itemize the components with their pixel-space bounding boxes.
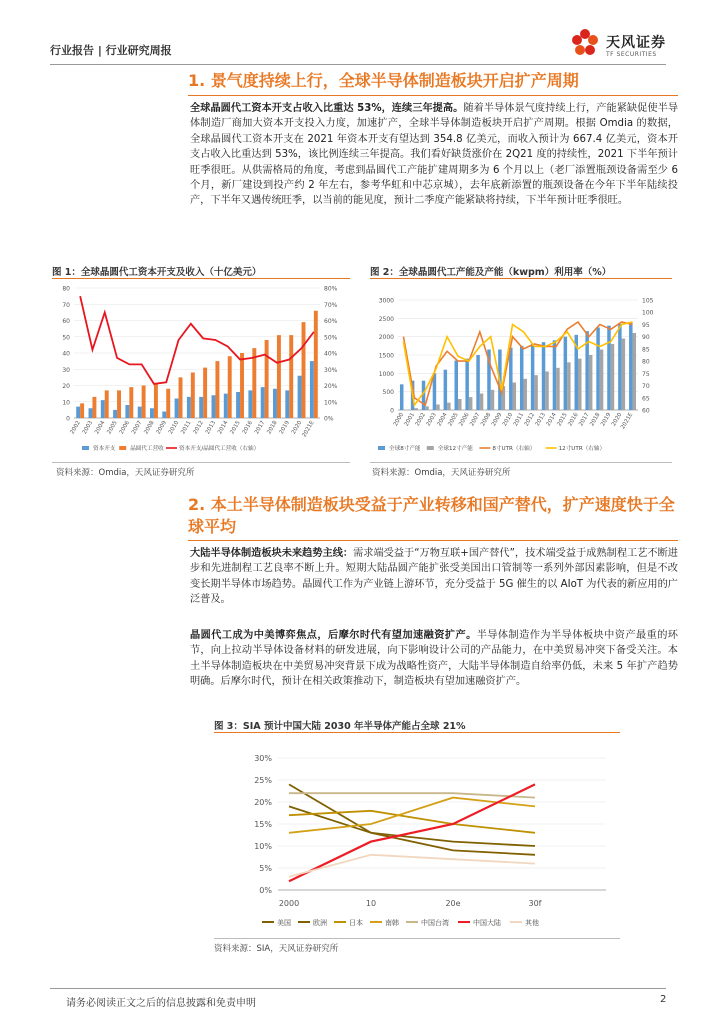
y-left-tick: 2500 xyxy=(378,315,394,323)
bar-全球12寸产能 xyxy=(469,397,472,410)
legend-label: 全球8寸产能 xyxy=(389,446,421,452)
y-left-tick: 1000 xyxy=(378,370,394,378)
fig2-chart xyxy=(370,280,672,460)
legend-label: 晶圆代工营收 xyxy=(130,446,164,452)
legend-label: 中国大陆 xyxy=(473,919,501,927)
bar-全球12寸产能 xyxy=(578,359,581,410)
bar-晶圆代工营收 xyxy=(240,353,244,418)
x-tick-label: 2006 xyxy=(458,412,471,428)
x-tick-label: 2009 xyxy=(155,420,168,436)
x-tick-label: 10 xyxy=(365,899,377,908)
bar-资本开支 xyxy=(310,361,314,418)
bar-晶圆代工营收 xyxy=(215,361,219,418)
section2-p1-lead: 大陆半导体制造板块未来趋势主线： xyxy=(190,548,354,559)
bar-全球8寸产能 xyxy=(520,346,523,410)
fig3-source: 资料来源：SIA，天风证券研究所 xyxy=(214,944,339,954)
bar-全球12寸产能 xyxy=(622,339,625,411)
x-tick-label: 2006 xyxy=(118,420,132,436)
bar-全球12寸产能 xyxy=(545,372,548,411)
x-tick-label: 2019 xyxy=(600,412,613,428)
fig2-title-rule xyxy=(370,278,672,279)
bar-全球12寸产能 xyxy=(458,399,461,410)
x-tick-label: 2003 xyxy=(81,420,95,436)
y-tick-label: 30% xyxy=(254,754,272,763)
bar-全球8寸产能 xyxy=(509,348,512,410)
section2-p2-body: 半导体制造作为半导体板块中资产最重的环节，向上拉动半导体设备材料的研发进展，向下影响设计公司的产品能力，在中美贸易冲突下备受关注。本土半导体制造板块在中美贸易冲突背景下成为战略性资产，大陆半导体制造自给率仍低，未来 5 年扩产趋势明确。后摩尔时代，预计在相关政策推动下，制造板块有望加速融资扩产。 xyxy=(190,630,678,688)
bar-资本开支 xyxy=(224,394,228,418)
bar-全球8寸产能 xyxy=(542,342,545,410)
header-divider xyxy=(50,64,666,65)
legend-label: 其他 xyxy=(525,919,539,927)
y-tick-label: 20% xyxy=(254,798,272,807)
bar-晶圆代工营收 xyxy=(203,368,207,418)
fig1-source: 资料来源：Omdia，天风证券研究所 xyxy=(56,468,195,478)
legend-label: 日本 xyxy=(349,919,363,927)
x-tick-label: 2008 xyxy=(143,420,156,436)
y-right-tick: 20% xyxy=(324,383,338,390)
footer-disclaimer: 请务必阅读正文之后的信息披露和免责申明 xyxy=(66,998,256,1009)
bar-资本开支 xyxy=(113,410,117,418)
bar-全球12寸产能 xyxy=(633,333,636,410)
x-tick-label: 2019 xyxy=(278,420,291,436)
bar-晶圆代工营收 xyxy=(166,389,170,418)
x-tick-label: 2002 xyxy=(414,412,428,428)
y-left-tick: 2000 xyxy=(378,334,394,342)
section2-title: 2. 本土半导体制造板块受益于产业转移和国产替代，扩产速度快于全球平均 xyxy=(188,495,675,536)
y-left-tick: 60 xyxy=(62,318,70,325)
y-right-tick: 90 xyxy=(642,334,650,342)
bar-资本开支 xyxy=(175,399,179,419)
y-right-tick: 80% xyxy=(324,285,338,293)
bar-全球12寸产能 xyxy=(414,408,417,410)
fig1-bottom-rule xyxy=(52,462,350,463)
line-中国台湾 xyxy=(289,793,535,797)
legend-label: 全球12寸产能 xyxy=(437,446,473,452)
fig2-title: 图 2：全球晶圆代工产能及产能（kwpm）利用率（%） xyxy=(370,267,612,278)
bar-资本开支 xyxy=(76,407,80,418)
legend-label: 中国台湾 xyxy=(421,919,449,927)
bar-全球12寸产能 xyxy=(600,350,603,411)
y-left-tick: 40 xyxy=(62,350,70,358)
bar-资本开支 xyxy=(150,408,154,418)
logo-text-en: TF SECURITIES xyxy=(606,51,657,58)
section1-title-rule xyxy=(188,95,678,96)
bar-全球8寸产能 xyxy=(444,370,447,410)
x-tick-label: 2003 xyxy=(425,412,438,428)
x-tick-label: 20e xyxy=(445,899,461,908)
bar-资本开支 xyxy=(212,395,216,418)
x-tick-label: 2014 xyxy=(545,412,558,428)
bar-全球8寸产能 xyxy=(553,340,556,410)
y-right-tick: 50% xyxy=(324,334,338,342)
bar-全球8寸产能 xyxy=(618,324,621,410)
x-tick-label: 2012 xyxy=(523,412,537,428)
x-tick-label: 2015 xyxy=(229,420,242,436)
fig3-bottom-rule xyxy=(214,938,620,939)
bar-晶圆代工营收 xyxy=(302,322,306,418)
bar-全球12寸产能 xyxy=(480,394,483,411)
bar-全球12寸产能 xyxy=(513,383,516,411)
bar-资本开支 xyxy=(187,397,191,418)
bar-全球8寸产能 xyxy=(476,355,479,410)
y-tick-label: 10% xyxy=(254,842,272,851)
bar-资本开支 xyxy=(273,389,277,418)
y-right-tick: 85 xyxy=(642,346,650,354)
bar-晶圆代工营收 xyxy=(179,377,183,418)
bar-资本开支 xyxy=(101,400,105,418)
x-tick-label: 2021E xyxy=(620,412,635,431)
bar-资本开支 xyxy=(248,390,252,418)
x-tick-label: 2011 xyxy=(180,420,193,436)
section1-body: 随着半导体景气度持续上行，产能紧缺促使半导体制造厂商加大资本开支投入力度，加速扩产，全球半导体制造板块开启扩产周期。根据 Omdia 的数据，全球晶圆代工资本开支在 2021 年资本开支有望达到 354.8 亿美元，而收入预计为 667.4 亿美元，资本开支占收入比重达到 53%，该比例连续三年提高。我们看好缺货涨价在 2Q21 度的持续性，2021 下半年预计旺季很旺。从供需格局的角度，考虑到晶圆代工产能扩建周期多为 6 个月以上（老厂添置瓶颈设备需至少 6 个月，新厂建设到投产约 2 年左右，参考华虹和中芯京城），去年底新添置的瓶颈设备在今年下半年陆续投产，下半年又遇传统旺季，以当前的能见度，预计二季度产能紧缺将持续，下半年预计旺季很旺。 xyxy=(190,103,679,207)
x-tick-label: 2011 xyxy=(512,412,526,428)
legend-label: 8寸UTR（右轴） xyxy=(492,446,536,452)
bar-晶圆代工营收 xyxy=(92,397,96,418)
x-tick-label: 2009 xyxy=(491,412,504,428)
brand-logo xyxy=(568,26,678,66)
bar-全球8寸产能 xyxy=(596,328,599,411)
y-right-tick: 80 xyxy=(642,358,650,366)
x-tick-label: 2018 xyxy=(589,412,602,428)
bar-晶圆代工营收 xyxy=(154,384,158,418)
bar-晶圆代工营收 xyxy=(277,335,281,418)
x-tick-label: 2017 xyxy=(578,412,591,428)
bar-资本开支 xyxy=(125,405,129,418)
x-tick-label: 2013 xyxy=(534,412,548,428)
x-tick-label: 2017 xyxy=(254,420,267,436)
y-left-tick: 1500 xyxy=(378,352,394,360)
y-left-tick: 80 xyxy=(62,285,70,293)
bar-资本开支 xyxy=(261,387,265,418)
y-right-tick: 60 xyxy=(642,407,650,415)
page-number: 2 xyxy=(660,994,667,1005)
x-tick-label: 2001 xyxy=(403,412,417,428)
y-tick-label: 5% xyxy=(259,864,272,873)
x-tick-label: 2008 xyxy=(480,412,493,428)
legend-label: 资本开支/晶圆代工营收（右轴） xyxy=(179,446,260,452)
y-right-tick: 100 xyxy=(642,309,654,317)
bar-全球8寸产能 xyxy=(531,344,534,410)
x-tick-label: 2004 xyxy=(94,420,107,436)
fig2-bottom-rule xyxy=(370,462,672,463)
bar-资本开支 xyxy=(162,412,166,419)
y-tick-label: 0% xyxy=(259,886,272,895)
section2-p1-body: 需求端受益于“万物互联+国产替代”，技术端受益于成熟制程工艺不断进步和先进制程工艺良率不断上升。短期大陆晶圆产能扩张受美国出口管制等一系列外部因素影响，但是不改变长期半导体市场趋势。晶圆代工作为产业链上游环节，充分受益于 5G 催生的以 AIoT 为代表的新应用的广泛普及。 xyxy=(190,548,678,606)
x-tick-label: 2007 xyxy=(469,412,482,428)
bar-晶圆代工营收 xyxy=(289,335,293,418)
fig1-title: 图 1：全球晶圆代工资本开支及收入（十亿美元） xyxy=(52,267,262,278)
x-tick-label: 2007 xyxy=(131,420,144,436)
bar-全球12寸产能 xyxy=(447,403,450,410)
bar-资本开支 xyxy=(138,407,142,418)
x-tick-label: 2004 xyxy=(436,412,449,428)
bar-晶圆代工营收 xyxy=(142,386,146,419)
x-tick-label: 2013 xyxy=(204,420,218,436)
y-right-tick: 0% xyxy=(324,415,334,423)
y-right-tick: 75 xyxy=(642,370,650,378)
fig1-title-rule xyxy=(52,278,350,279)
y-left-tick: 0 xyxy=(390,407,394,415)
section2-paragraph-1 xyxy=(190,546,678,608)
y-tick-label: 25% xyxy=(254,776,272,785)
bar-晶圆代工营收 xyxy=(191,373,195,419)
section1-lead: 全球晶圆代工资本开支占收入比重达 53%，连续三年提高。 xyxy=(190,103,464,114)
legend-swatch xyxy=(119,446,126,450)
y-left-tick: 0 xyxy=(66,415,70,423)
y-left-tick: 3000 xyxy=(378,297,394,305)
y-left-tick: 20 xyxy=(62,383,70,390)
legend-swatch xyxy=(82,446,89,450)
x-tick-label: 2020 xyxy=(290,420,304,436)
legend-label: 资本开支 xyxy=(93,446,116,452)
x-tick-label: 2000 xyxy=(278,899,300,908)
bar-全球8寸产能 xyxy=(455,361,458,411)
legend-swatch xyxy=(378,446,385,450)
y-left-tick: 500 xyxy=(382,389,394,397)
bar-全球12寸产能 xyxy=(556,368,559,410)
legend-label: 南韩 xyxy=(385,919,399,927)
x-tick-label: 2015 xyxy=(556,412,569,428)
line-其他 xyxy=(289,855,535,877)
logo-flower-icon xyxy=(568,26,602,60)
x-tick-label: 2010 xyxy=(167,420,181,436)
bar-晶圆代工营收 xyxy=(117,390,121,418)
report-category: 行业报告 | 行业研究周报 xyxy=(50,44,172,57)
footer-divider xyxy=(50,988,666,989)
legend-label: 美国 xyxy=(277,919,291,927)
bar-全球8寸产能 xyxy=(629,322,632,410)
bar-晶圆代工营收 xyxy=(265,340,269,418)
y-right-tick: 30% xyxy=(324,366,338,374)
section1-paragraph xyxy=(190,101,678,209)
fig3-chart xyxy=(214,734,620,934)
x-tick-label: 30f xyxy=(528,899,542,908)
y-right-tick: 95 xyxy=(642,321,650,329)
section1-title: 1. 景气度持续上行，全球半导体制造板块开启扩产周期 xyxy=(188,71,579,90)
bar-全球12寸产能 xyxy=(425,406,428,410)
legend-swatch xyxy=(427,446,434,450)
fig2-source: 资料来源：Omdia，天风证券研究所 xyxy=(372,468,511,478)
bar-全球12寸产能 xyxy=(491,390,494,410)
x-tick-label: 2021E xyxy=(301,420,316,439)
section2-p2-lead: 晶圆代工成为中美博弈焦点，后摩尔时代有望加速融资扩产。 xyxy=(190,630,477,641)
section2-title-rule xyxy=(188,540,678,541)
logo-text-cn: 天风证券 xyxy=(606,35,666,51)
y-right-tick: 70% xyxy=(324,301,338,309)
bar-全球12寸产能 xyxy=(534,375,537,410)
x-tick-label: 2016 xyxy=(241,420,255,436)
y-tick-label: 15% xyxy=(254,820,272,829)
x-tick-label: 2005 xyxy=(106,420,119,436)
y-right-tick: 40% xyxy=(324,350,338,358)
bar-全球12寸产能 xyxy=(436,405,439,411)
bar-全球12寸产能 xyxy=(523,379,526,410)
bar-全球12寸产能 xyxy=(611,344,614,410)
x-tick-label: 2002 xyxy=(69,420,82,436)
bar-资本开支 xyxy=(89,408,93,418)
y-left-tick: 50 xyxy=(62,334,70,342)
bar-全球12寸产能 xyxy=(589,355,592,410)
legend-label: 欧洲 xyxy=(313,919,327,927)
x-tick-label: 2020 xyxy=(611,412,624,428)
x-tick-label: 2018 xyxy=(266,420,279,436)
bar-资本开支 xyxy=(285,390,289,418)
bar-晶圆代工营收 xyxy=(228,356,232,418)
fig3-title-rule xyxy=(214,732,620,733)
y-right-tick: 70 xyxy=(642,383,650,391)
y-left-tick: 70 xyxy=(62,301,70,309)
section2-paragraph-2 xyxy=(190,628,678,690)
y-right-tick: 105 xyxy=(642,297,654,305)
bar-全球8寸产能 xyxy=(564,337,567,410)
bar-全球8寸产能 xyxy=(607,326,610,410)
bar-资本开支 xyxy=(199,397,203,418)
x-tick-label: 2016 xyxy=(567,412,580,428)
fig1-chart xyxy=(52,280,350,460)
y-right-tick: 10% xyxy=(324,399,338,407)
x-tick-label: 2012 xyxy=(192,420,205,436)
bar-晶圆代工营收 xyxy=(105,390,109,418)
legend-label: 12寸UTR（右轴） xyxy=(558,446,606,452)
bar-资本开支 xyxy=(236,392,240,418)
x-tick-label: 2010 xyxy=(501,412,515,428)
fig3-title: 图 3：SIA 预计中国大陆 2030 年半导体产能占全球 21% xyxy=(214,721,466,732)
bar-晶圆代工营收 xyxy=(314,311,318,418)
x-tick-label: 2005 xyxy=(447,412,460,428)
y-right-tick: 65 xyxy=(642,395,650,403)
y-right-tick: 60% xyxy=(324,318,338,325)
bar-晶圆代工营收 xyxy=(80,403,84,418)
bar-全球8寸产能 xyxy=(400,384,403,410)
bar-资本开支 xyxy=(298,376,302,418)
bar-晶圆代工营收 xyxy=(129,387,133,418)
x-tick-label: 2000 xyxy=(392,412,406,428)
x-tick-label: 2014 xyxy=(217,420,230,436)
y-left-tick: 10 xyxy=(62,399,70,407)
bar-全球12寸产能 xyxy=(567,362,570,410)
y-left-tick: 30 xyxy=(62,366,70,374)
bar-全球8寸产能 xyxy=(465,359,468,410)
